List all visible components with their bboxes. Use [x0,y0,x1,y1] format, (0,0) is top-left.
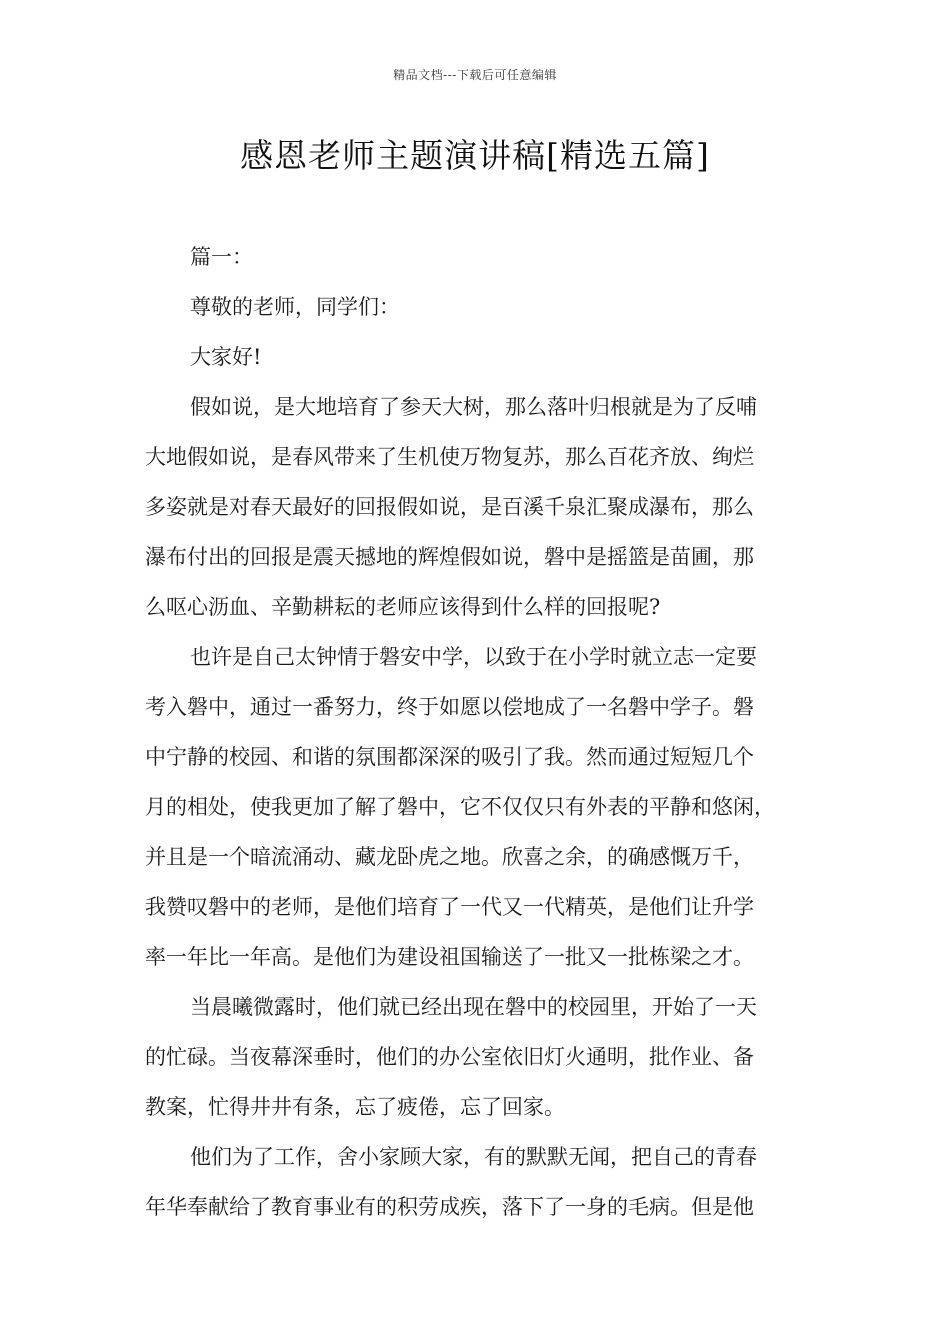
paragraph-1-line-5: 么呕心沥血、辛勤耕耘的老师应该得到什么样的回报呢? [145,595,661,619]
paragraph-4-line-1: 他们为了工作，舍小家顾大家，有的默默无闻，把自己的青春 [190,1145,757,1169]
document-body [145,232,810,1232]
paragraph-1-line-1: 假如说，是大地培育了参天大树，那么落叶归根就是为了反哺 [190,395,757,419]
paragraph-2-line-3: 中宁静的校园、和谐的氛围都深深的吸引了我。然而通过短短几个 [145,745,754,769]
paragraph-3-line-1: 当晨曦微露时，他们就已经出现在磐中的校园里，开始了一天 [190,995,757,1019]
paragraph-1-line-3: 多姿就是对春天最好的回报假如说，是百溪千泉汇聚成瀑布，那么 [145,495,754,519]
paragraph-3-line-2: 的忙碌。当夜幕深垂时，他们的办公室依旧灯火通明，批作业、备 [145,1045,754,1069]
salutation: 尊敬的老师，同学们： [190,295,400,319]
paragraph-4-line-2: 年华奉献给了教育事业有的积劳成疾，落下了一身的毛病。但是他 [145,1195,754,1219]
paragraph-1-line-2: 大地假如说，是春风带来了生机使万物复苏，那么百花齐放、绚烂 [145,445,754,469]
greeting: 大家好! [190,345,262,369]
paragraph-1-line-4: 瀑布付出的回报是震天撼地的辉煌假如说，磐中是摇篮是苗圃，那 [145,545,754,569]
paragraph-2-line-2: 考入磐中，通过一番努力，终于如愿以偿地成了一名磐中学子。磐 [145,695,754,719]
paragraph-2-line-4: 月的相处，使我更加了解了磐中，它不仅仅只有外表的平静和悠闲， [145,795,775,819]
paragraph-2-line-1: 也许是自己太钟情于磐安中学，以致于在小学时就立志一定要 [190,645,757,669]
document-title: 感恩老师主题演讲稿[精选五篇] [240,136,710,175]
paragraph-2-line-6: 我赞叹磐中的老师，是他们培育了一代又一代精英，是他们让升学 [145,895,754,919]
paragraph-2-line-5: 并且是一个暗流涌动、藏龙卧虎之地。欣喜之余，的确感慨万千， [145,845,754,869]
paragraph-3-line-3: 教案，忙得井井有条，忘了疲倦，忘了回家。 [145,1095,565,1119]
header-note: 精品文档---下载后可任意编辑 [393,68,557,82]
paragraph-2-line-7: 率一年比一年高。是他们为建设祖国输送了一批又一批栋梁之才。 [145,945,754,969]
section-heading: 篇一： [190,245,253,269]
